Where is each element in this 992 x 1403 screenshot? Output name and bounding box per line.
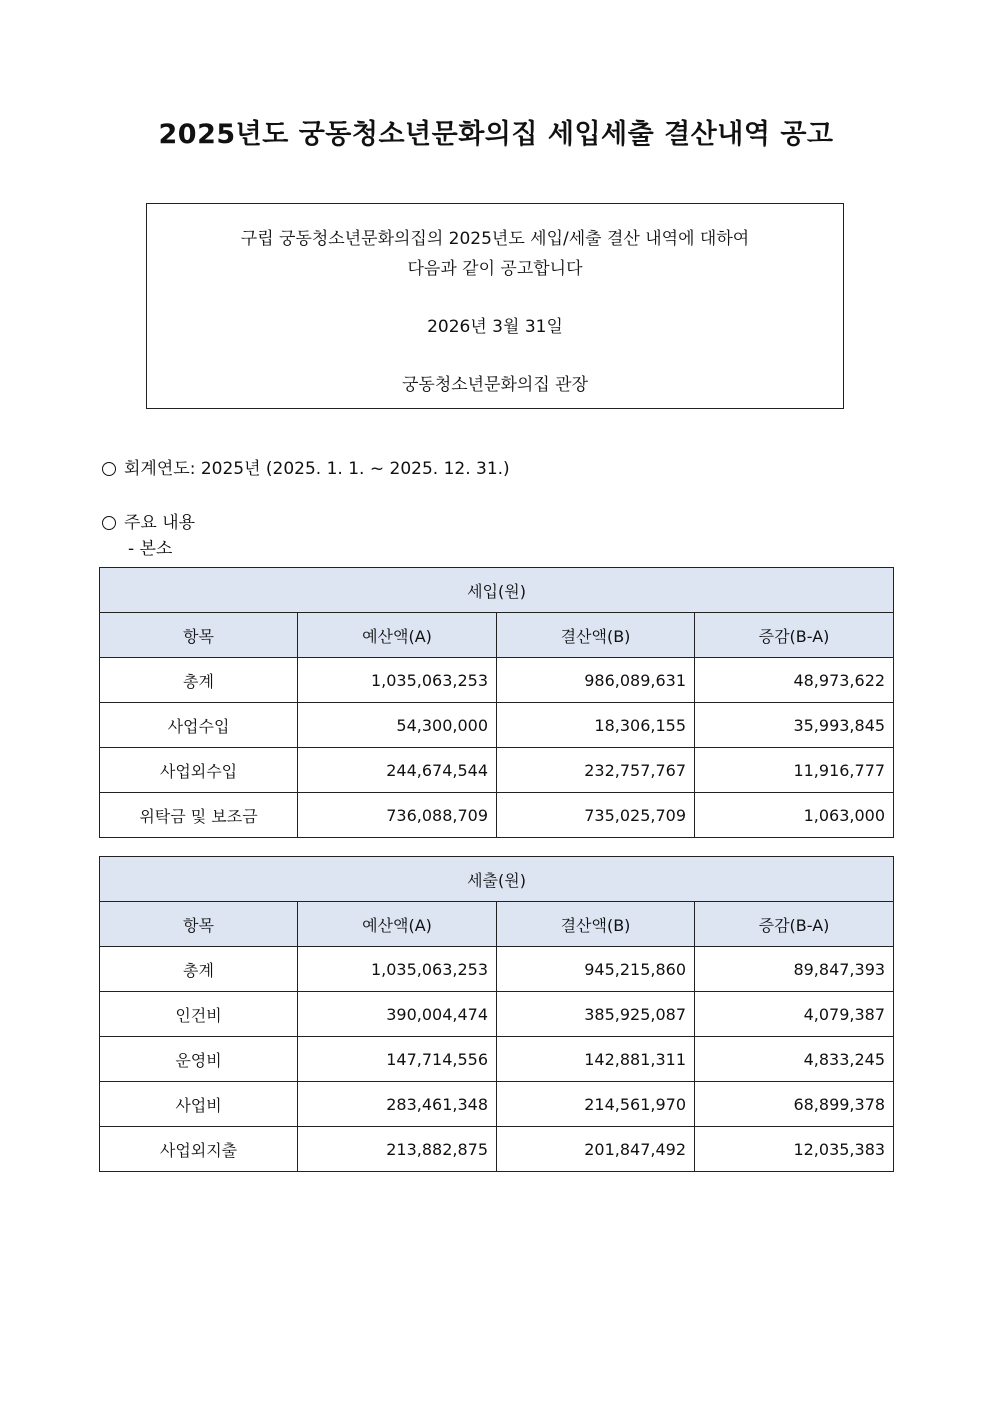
row-difference: 48,973,622 [695, 658, 894, 703]
row-item: 사업수입 [100, 703, 298, 748]
table-row [100, 1082, 894, 1127]
row-settlement: 18,306,155 [497, 703, 695, 748]
row-item: 사업외지출 [100, 1127, 298, 1172]
table-row [100, 947, 894, 992]
fiscal-year-text: 회계연도: 2025년 (2025. 1. 1. ~ 2025. 12. 31.) [124, 459, 510, 479]
circle-bullet-icon [102, 516, 116, 530]
row-difference: 12,035,383 [695, 1127, 894, 1172]
notice-date: 2026년 3월 31일 [427, 317, 563, 337]
notice-box [146, 203, 844, 409]
row-budget: 1,035,063,253 [298, 947, 497, 992]
row-budget: 390,004,474 [298, 992, 497, 1037]
row-item: 사업비 [100, 1082, 298, 1127]
table-row [100, 992, 894, 1037]
row-settlement: 945,215,860 [497, 947, 695, 992]
row-settlement: 735,025,709 [497, 793, 695, 838]
row-item: 총계 [100, 947, 298, 992]
row-difference: 4,833,245 [695, 1037, 894, 1082]
row-difference: 4,079,387 [695, 992, 894, 1037]
row-budget: 1,035,063,253 [298, 658, 497, 703]
header-difference: 증감(B-A) [695, 613, 894, 658]
expenditure-caption: 세출(원) [100, 857, 894, 902]
row-settlement: 214,561,970 [497, 1082, 695, 1127]
row-budget: 213,882,875 [298, 1127, 497, 1172]
document-title: 2025년도 궁동청소년문화의집 세입세출 결산내역 공고 [158, 119, 834, 150]
notice-line-2: 다음과 같이 공고합니다 [407, 259, 583, 279]
sub-label: - 본소 [128, 539, 173, 559]
header-item: 항목 [100, 902, 298, 947]
table-row [100, 1037, 894, 1082]
header-difference: 증감(B-A) [695, 902, 894, 947]
expenditure-table [99, 856, 894, 1172]
main-content-line [102, 508, 195, 533]
table-row [100, 658, 894, 703]
row-budget: 244,674,544 [298, 748, 497, 793]
row-difference: 68,899,378 [695, 1082, 894, 1127]
main-content-text: 주요 내용 [124, 513, 196, 533]
row-budget: 736,088,709 [298, 793, 497, 838]
row-budget: 283,461,348 [298, 1082, 497, 1127]
row-settlement: 986,089,631 [497, 658, 695, 703]
table-row [100, 748, 894, 793]
table-row [100, 793, 894, 838]
header-item: 항목 [100, 613, 298, 658]
row-difference: 89,847,393 [695, 947, 894, 992]
header-budget: 예산액(A) [298, 613, 497, 658]
row-item: 인건비 [100, 992, 298, 1037]
row-budget: 54,300,000 [298, 703, 497, 748]
row-settlement: 232,757,767 [497, 748, 695, 793]
row-difference: 1,063,000 [695, 793, 894, 838]
row-difference: 35,993,845 [695, 703, 894, 748]
row-item: 위탁금 및 보조금 [100, 793, 298, 838]
table-row [100, 1127, 894, 1172]
notice-signer: 궁동청소년문화의집 관장 [401, 375, 589, 395]
fiscal-year-line [102, 454, 510, 479]
circle-bullet-icon [102, 462, 116, 476]
table-row [100, 703, 894, 748]
header-settlement: 결산액(B) [497, 613, 695, 658]
row-settlement: 385,925,087 [497, 992, 695, 1037]
header-budget: 예산액(A) [298, 902, 497, 947]
header-settlement: 결산액(B) [497, 902, 695, 947]
row-settlement: 142,881,311 [497, 1037, 695, 1082]
row-settlement: 201,847,492 [497, 1127, 695, 1172]
revenue-caption: 세입(원) [100, 568, 894, 613]
row-item: 사업외수입 [100, 748, 298, 793]
row-item: 운영비 [100, 1037, 298, 1082]
row-item: 총계 [100, 658, 298, 703]
revenue-table [99, 567, 894, 838]
row-budget: 147,714,556 [298, 1037, 497, 1082]
row-difference: 11,916,777 [695, 748, 894, 793]
notice-line-1: 구립 궁동청소년문화의집의 2025년도 세입/세출 결산 내역에 대하여 [240, 229, 750, 249]
